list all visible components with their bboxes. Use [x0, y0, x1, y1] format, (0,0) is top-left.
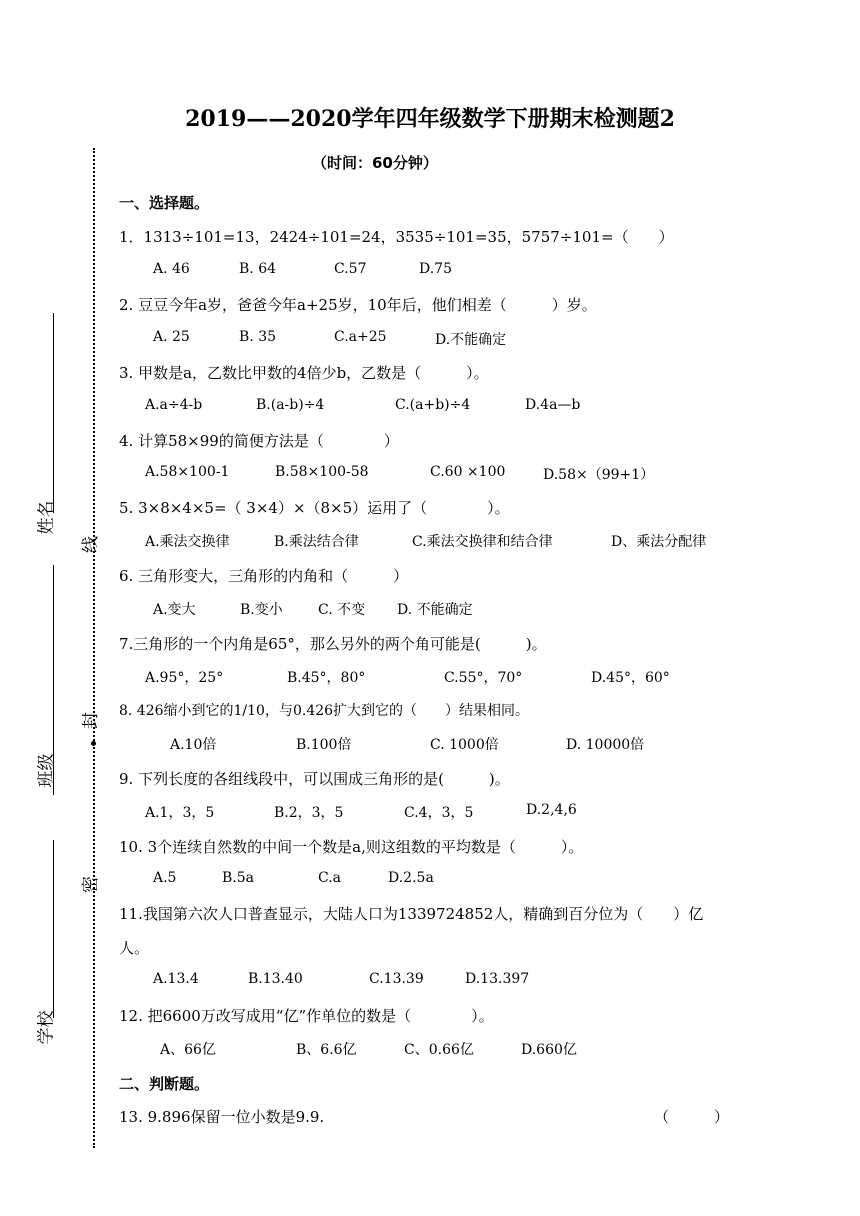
section-heading-judge: 二、判断题。 [119, 1075, 210, 1093]
option-b: B.58×100-58 [275, 464, 369, 480]
binding-dot [91, 741, 96, 746]
option-c: C. 1000倍 [430, 737, 499, 753]
option-a: A、66亿 [160, 1042, 216, 1058]
option-c: C.(a+b)÷4 [395, 397, 471, 413]
option-c: C.a+25 [334, 329, 387, 345]
question-3: 3. 甲数是a，乙数比甲数的4倍少b，乙数是（ ）。 [119, 364, 489, 382]
question-12: 12. 把6600万改写成用“亿”作单位的数是（ ）。 [119, 1007, 494, 1025]
seal-mark-mi: 密 [81, 876, 101, 893]
name-label: 姓名 [36, 500, 57, 535]
option-b: B. 35 [239, 329, 277, 345]
option-d: D.660亿 [521, 1042, 577, 1058]
option-b: B.100倍 [296, 737, 352, 753]
option-a: A. 46 [153, 261, 190, 277]
seal-mark-feng: 封 [81, 712, 101, 729]
question-8: 8. 426缩小到它的1/10，与0.426扩大到它的（ ）结果相同。 [119, 703, 530, 719]
option-a: A.5 [153, 870, 177, 886]
option-c: C.4，3，5 [404, 805, 474, 821]
option-c: C.13.39 [369, 971, 424, 987]
exam-time: （时间：60分钟） [312, 154, 438, 172]
option-d: D.13.397 [465, 971, 530, 987]
option-c: C.a [318, 870, 342, 886]
option-d: D. 10000倍 [566, 737, 645, 753]
section-heading-choice: 一、选择题。 [119, 194, 210, 212]
option-a: A. 25 [153, 329, 190, 345]
school-label: 学校 [36, 1010, 57, 1045]
option-d: D.2,4,6 [526, 802, 577, 818]
seal-mark-xian: 线 [81, 536, 101, 553]
option-b: B.(a-b)÷4 [256, 397, 325, 413]
option-d: D.58×（99+1） [543, 467, 655, 483]
option-a: A.10倍 [170, 737, 217, 753]
question-7: 7.三角形的一个内角是65°，那么另外的两个角可能是( )。 [119, 635, 547, 653]
option-d: D.75 [419, 261, 452, 277]
option-c: C. 不变 [318, 602, 366, 618]
page-title: 2019——2020学年四年级数学下册期末检测题2 [185, 106, 675, 132]
option-c: C.60 ×100 [430, 464, 506, 480]
option-a: A.变大 [153, 602, 196, 618]
question-6: 6. 三角形变大，三角形的内角和（ ） [119, 567, 409, 585]
school-underline [53, 840, 54, 1018]
binding-dotted-line [93, 148, 95, 1148]
answer-bracket: （ ） [654, 1108, 730, 1126]
option-d: D.4a—b [525, 397, 581, 413]
question-11: 11.我国第六次人口普查显示，大陆人口为1339724852人，精确到百分位为（ ）亿 [119, 905, 704, 923]
option-d: D、乘法分配律 [611, 534, 707, 550]
option-b: B.乘法结合律 [274, 534, 359, 550]
option-b: B、6.6亿 [296, 1042, 357, 1058]
option-c: C.乘法交换律和结合律 [412, 534, 553, 550]
option-c: C.55°，70° [444, 670, 523, 686]
option-c: C、0.66亿 [404, 1042, 474, 1058]
question-10: 10. 3个连续自然数的中间一个数是a,则这组数的平均数是（ ）。 [119, 838, 584, 856]
option-c: C.57 [334, 261, 367, 277]
option-a: A.58×100-1 [145, 464, 230, 480]
option-b: B.2，3，5 [274, 805, 344, 821]
option-d: D.不能确定 [435, 332, 507, 348]
name-underline [53, 313, 54, 513]
option-a: A.1，3，5 [145, 805, 215, 821]
option-d: D. 不能确定 [397, 602, 473, 618]
question-4: 4. 计算58×99的简便方法是（ ） [119, 432, 399, 450]
question-1: 1．1313÷101=13，2424÷101=24，3535÷101=35，5757÷101=（ ） [119, 228, 674, 246]
option-b: B. 64 [239, 261, 277, 277]
question-11-continued: 人。 [119, 939, 150, 957]
option-b: B.变小 [240, 602, 283, 618]
question-2: 2. 豆豆今年a岁，爸爸今年a+25岁，10年后，他们相差（ ）岁。 [119, 296, 597, 314]
option-a: A.乘法交换律 [145, 534, 230, 550]
option-a: A.13.4 [153, 971, 199, 987]
option-b: B.5a [222, 870, 254, 886]
option-b: B.45°，80° [287, 670, 366, 686]
question-5: 5. 3×8×4×5=（ 3×4）×（8×5）运用了（ ）。 [119, 499, 510, 517]
class-label: 班级 [36, 753, 57, 788]
question-13: 13. 9.896保留一位小数是9.9. [119, 1108, 325, 1126]
option-d: D.45°，60° [591, 670, 670, 686]
option-b: B.13.40 [248, 971, 303, 987]
option-a: A.95°，25° [145, 670, 224, 686]
question-9: 9. 下列长度的各组线段中，可以围成三角形的是( )。 [119, 770, 510, 788]
option-a: A.a÷4-b [145, 397, 203, 413]
option-d: D.2.5a [388, 870, 434, 886]
